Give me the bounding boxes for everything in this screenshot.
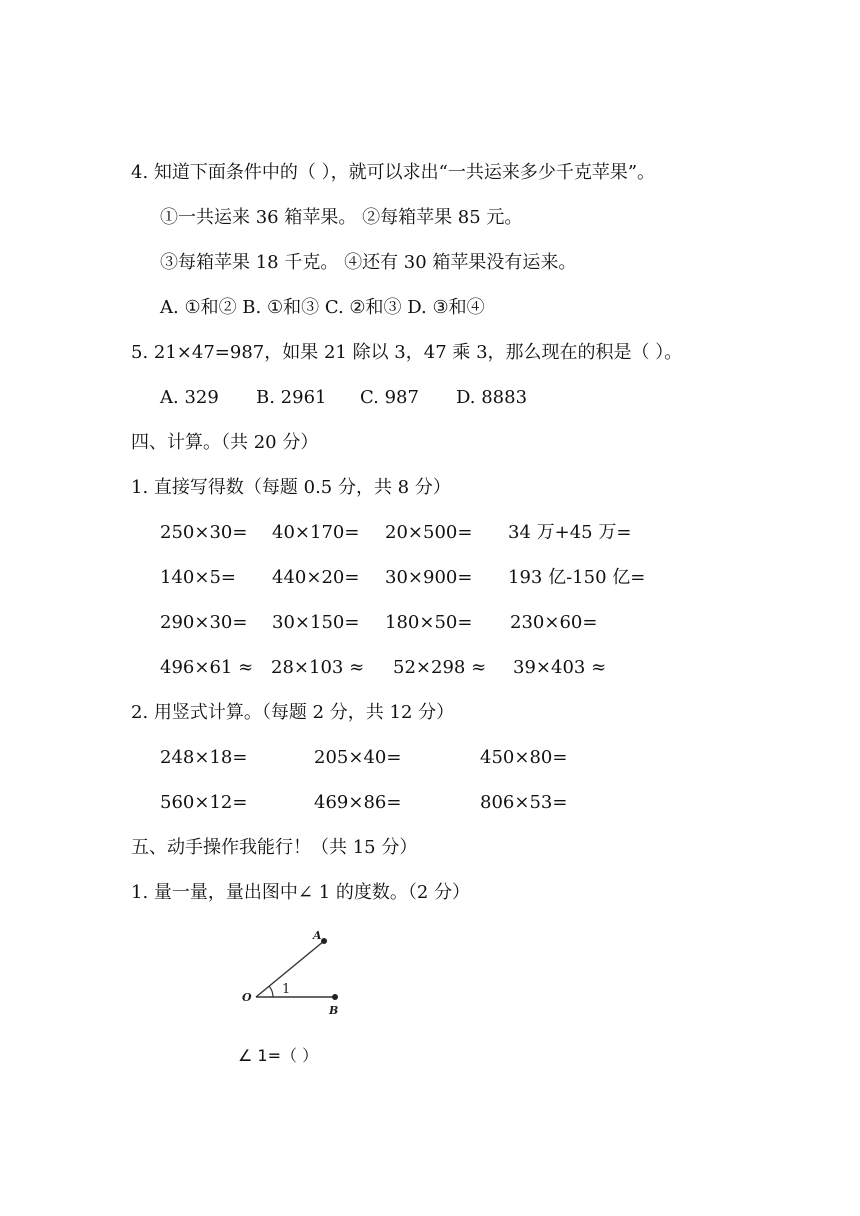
estimate-item: 39×403 ≈	[513, 657, 607, 678]
angle-figure	[232, 922, 372, 1024]
oral-calc-item: 193 亿-150 亿=	[508, 567, 646, 588]
angle-diagram	[232, 922, 372, 1024]
q4-conditions-line-1: ①一共运来 36 箱苹果。 ②每箱苹果 85 元。	[160, 207, 523, 228]
vertical-calc-item: 806×53=	[480, 792, 568, 813]
estimate-item: 496×61 ≈	[160, 657, 254, 678]
label-b: B	[329, 1004, 339, 1017]
angle-arc	[269, 986, 273, 997]
oral-calc-item: 230×60=	[510, 612, 598, 633]
q4-conditions-line-2: ③每箱苹果 18 千克。 ④还有 30 箱苹果没有运来。	[160, 252, 577, 273]
label-o: O	[242, 991, 252, 1004]
label-angle-1: 1	[282, 982, 291, 997]
estimate-item: 52×298 ≈	[393, 657, 487, 678]
q5-option-d: D. 8883	[456, 387, 528, 408]
q5-option-b: B. 2961	[256, 387, 327, 408]
angle-answer-blank: ∠ 1=（ ）	[238, 1046, 319, 1065]
q4-options: A. ①和② B. ①和③ C. ②和③ D. ③和④	[160, 297, 485, 318]
oral-calc-item: 180×50=	[385, 612, 473, 633]
q5-option-a: A. 329	[160, 387, 219, 408]
label-a: A	[313, 929, 322, 942]
point-a-dot	[321, 938, 327, 944]
oral-calc-item: 440×20=	[272, 567, 360, 588]
vertical-calc-item: 450×80=	[480, 747, 568, 768]
oral-calc-item: 20×500=	[385, 522, 473, 543]
oral-calc-item: 40×170=	[272, 522, 360, 543]
q5-stem: 5. 21×47=987，如果 21 除以 3，47 乘 3，那么现在的积是（ ）。	[131, 342, 683, 363]
point-b-dot	[332, 994, 338, 1000]
section-5-title: 五、动手操作我能行！（共 15 分）	[131, 837, 418, 858]
vertical-calc-item: 248×18=	[160, 747, 248, 768]
section-4-sub-1: 1. 直接写得数（每题 0.5 分，共 8 分）	[131, 477, 451, 498]
section-5-sub-1: 1. 量一量，量出图中∠ 1 的度数。（2 分）	[131, 882, 471, 903]
vertical-calc-item: 469×86=	[314, 792, 402, 813]
section-4-title: 四、计算。（共 20 分）	[131, 432, 319, 453]
section-4-sub-2: 2. 用竖式计算。（每题 2 分，共 12 分）	[131, 702, 455, 723]
q4-stem: 4. 知道下面条件中的（ ），就可以求出“一共运来多少千克苹果”。	[131, 162, 656, 183]
vertical-calc-item: 560×12=	[160, 792, 248, 813]
estimate-item: 28×103 ≈	[271, 657, 365, 678]
oral-calc-item: 30×150=	[272, 612, 360, 633]
vertical-calc-item: 205×40=	[314, 747, 402, 768]
oral-calc-item: 34 万+45 万=	[508, 522, 632, 543]
oral-calc-item: 140×5=	[160, 567, 236, 588]
oral-calc-item: 250×30=	[160, 522, 248, 543]
q5-option-c: C. 987	[360, 387, 419, 408]
oral-calc-item: 30×900=	[385, 567, 473, 588]
oral-calc-item: 290×30=	[160, 612, 248, 633]
